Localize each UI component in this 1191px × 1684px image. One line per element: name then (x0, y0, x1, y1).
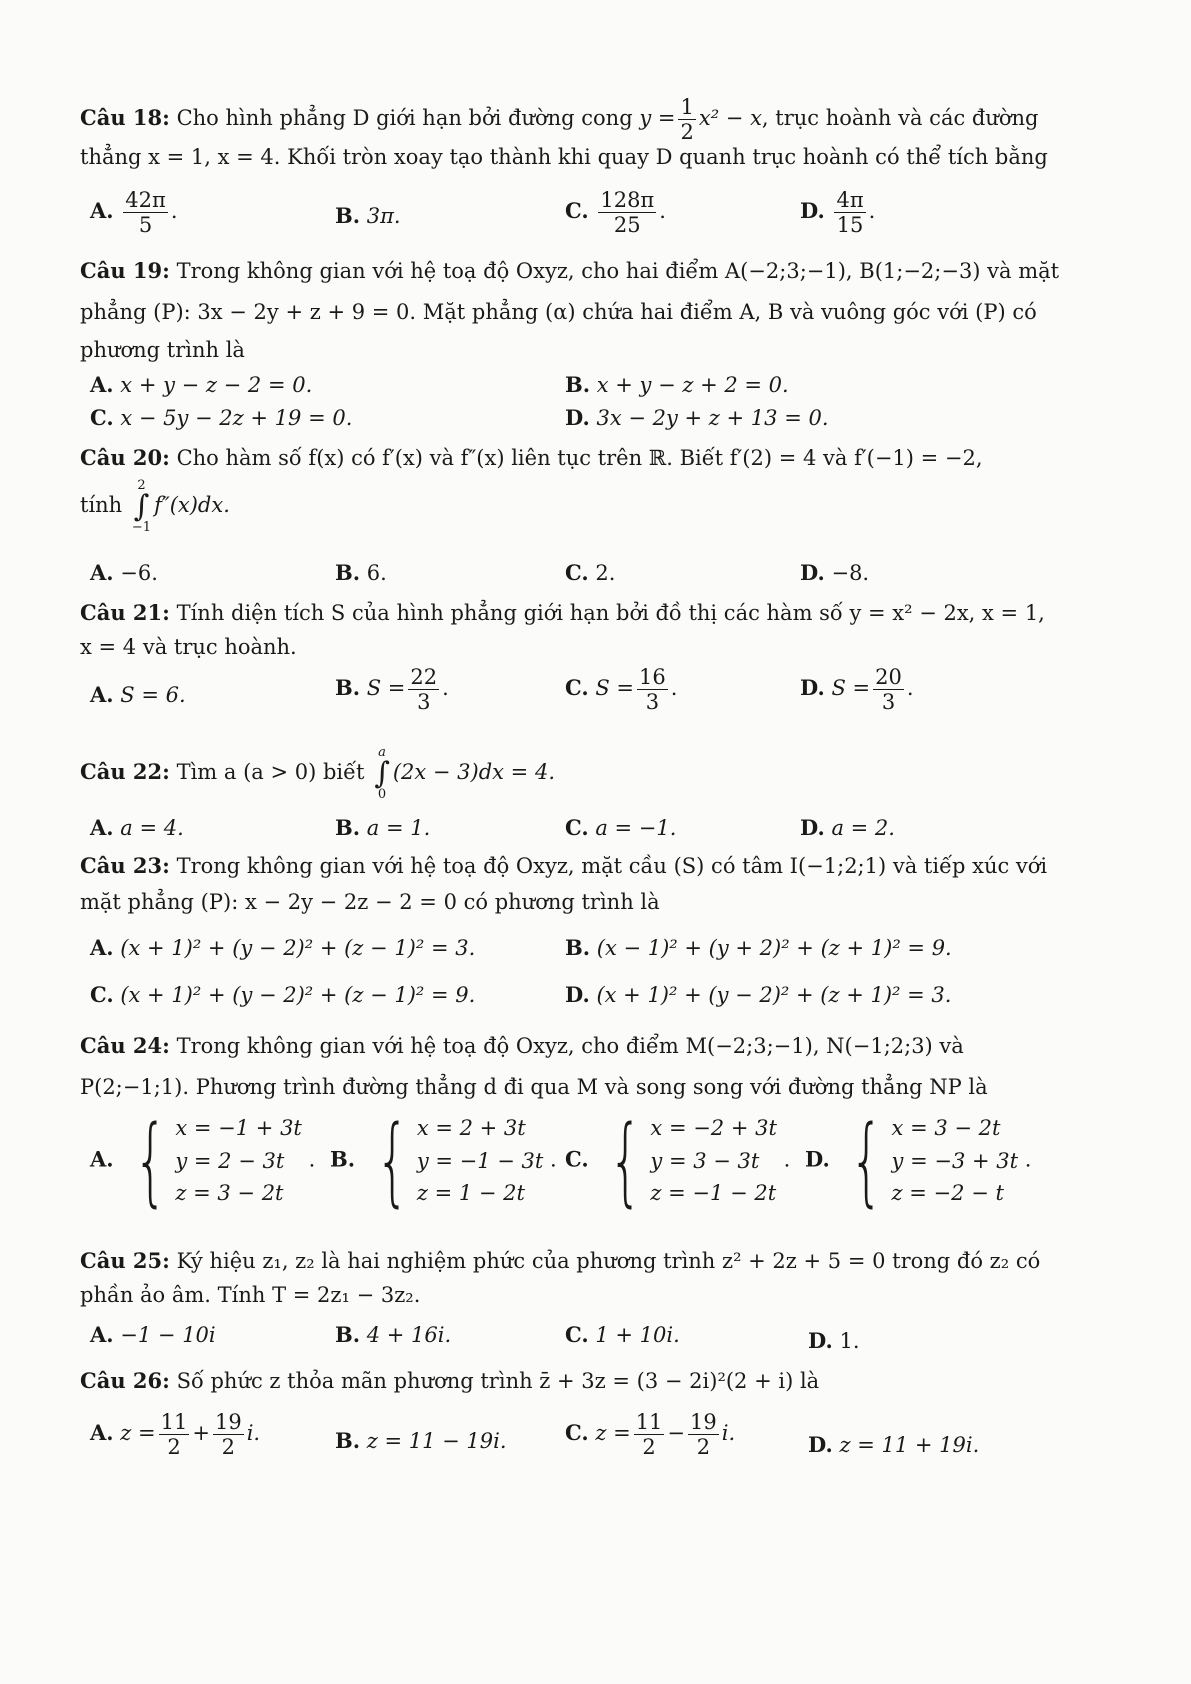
q19-line1 (80, 258, 1059, 283)
q26-number: Câu 26: (80, 1368, 170, 1393)
q19-option-b: B. x + y − z + 2 = 0. (565, 372, 789, 397)
q25-option-d: D. 1. (808, 1328, 860, 1353)
q19-option-d: D. 3x − 2y + z + 13 = 0. (565, 405, 829, 430)
q22-option-a: A. a = 4. (90, 815, 184, 840)
q22-option-d: D. a = 2. (800, 815, 895, 840)
q24-number: Câu 24: (80, 1033, 170, 1058)
q19-number: Câu 19: (80, 258, 170, 283)
q23-line2: mặt phẳng (P): x − 2y − 2z − 2 = 0 có phương trình là (80, 890, 660, 914)
q20-line2: tính 2 ∫ −1 f″(x)dx. (80, 478, 230, 535)
q25-number: Câu 25: (80, 1248, 170, 1273)
q19-line2: phẳng (P): 3x − 2y + z + 9 = 0. Mặt phẳng (α) chứa hai điểm A, B và vuông góc với (P) có (80, 300, 1037, 324)
q18-number: Câu 18: (80, 105, 170, 131)
q23-option-b: B. (x − 1)² + (y + 2)² + (z + 1)² = 9. (565, 935, 952, 960)
q20-text1: Cho hàm số f(x) có f′(x) và f″(x) liên tục trên ℝ. Biết f′(2) = 4 và f′(−1) = −2, (176, 446, 983, 470)
q18-fraction: $\frac{1}{2}$ (680, 95, 694, 145)
q25-option-b: B. 4 + 16i. (335, 1322, 452, 1347)
q21-option-b: B. S = $\frac{22}{3}$ . (335, 665, 449, 715)
q26-option-d: D. z = 11 + 19i. (808, 1432, 980, 1457)
q26-line1 (80, 1368, 819, 1393)
q22-option-c: C. a = −1. (565, 815, 677, 840)
q26-option-c: C. z = $\frac{11}{2}$ − $\frac{19}{2}$ i. (565, 1410, 736, 1460)
q20-line1 (80, 445, 983, 470)
q18-text2: , trục hoành và các đường (761, 106, 1039, 131)
q18-eq-rhs: x² − x (698, 106, 762, 131)
q21-line1 (80, 600, 1045, 625)
q24-option-d: D. { x = 3 − 2t y = −3 + 3t z = −2 − t . (805, 1104, 1032, 1217)
q20-option-a: A. −6. (90, 560, 158, 585)
q23-text1: Trong không gian với hệ toạ độ Oxyz, mặt cầu (S) có tâm I(−1;2;1) và tiếp xúc với (176, 854, 1048, 878)
q21-option-d: D. S = $\frac{20}{3}$ . (800, 665, 914, 715)
q23-option-d: D. (x + 1)² + (y − 2)² + (z + 1)² = 3. (565, 982, 952, 1007)
q21-line2: x = 4 và trục hoành. (80, 635, 297, 659)
q18-option-a: A. $\frac{42\pi}{5}$ . (90, 188, 178, 238)
q20-integral-sign: 2 ∫ −1 (131, 478, 152, 535)
q24-line2: P(2;−1;1). Phương trình đường thẳng d đi qua M và song song với đường thẳng NP là (80, 1075, 988, 1099)
q26-text1: Số phức z thỏa mãn phương trình z̄ + 3z = (3 − 2i)²(2 + i) là (176, 1369, 820, 1393)
q24-line1 (80, 1033, 964, 1058)
q18-text1: Cho hình phẳng D giới hạn bởi đường cong (176, 106, 633, 131)
q22-number: Câu 22: (80, 759, 170, 784)
q20-number: Câu 20: (80, 445, 170, 470)
q19-option-a: A. x + y − z − 2 = 0. (90, 372, 313, 397)
q24-option-a: A. { x = −1 + 3t y = 2 − 3t z = 3 − 2t . (90, 1104, 316, 1217)
q18-eq-lhs: y = (639, 106, 676, 131)
q18-option-b: B. 3π. (335, 203, 401, 228)
q26-option-a: A. z = $\frac{11}{2}$ + $\frac{19}{2}$ i. (90, 1410, 261, 1460)
q19-text1: Trong không gian với hệ toạ độ Oxyz, cho hai điểm A(−2;3;−1), B(1;−2;−3) và mặt (176, 259, 1060, 283)
q25-option-c: C. 1 + 10i. (565, 1322, 680, 1347)
q21-number: Câu 21: (80, 600, 170, 625)
q25-line1 (80, 1248, 1040, 1273)
q24-option-c: C. { x = −2 + 3t y = 3 − 3t z = −1 − 2t . (565, 1104, 791, 1217)
q21-option-c: C. S = $\frac{16}{3}$ . (565, 665, 678, 715)
q23-option-a: A. (x + 1)² + (y − 2)² + (z − 1)² = 3. (90, 935, 476, 960)
q26-option-b: B. z = 11 − 19i. (335, 1428, 507, 1453)
q18-line1 (80, 95, 1038, 144)
q19-line3: phương trình là (80, 338, 245, 362)
q23-line1 (80, 853, 1047, 878)
q18-line2: thẳng x = 1, x = 4. Khối tròn xoay tạo thành khi quay D quanh trục hoành có thể tích bằng (80, 145, 1048, 169)
q21-text1: Tính diện tích S của hình phẳng giới hạn bởi đồ thị các hàm số y = x² − 2x, x = 1, (176, 601, 1045, 625)
q21-option-a: A. S = 6. (90, 682, 186, 707)
q20-option-d: D. −8. (800, 560, 870, 585)
q19-option-c: C. x − 5y − 2z + 19 = 0. (90, 405, 353, 430)
q18-option-c: C. $\frac{128\pi}{25}$ . (565, 188, 666, 238)
q22-line1: Câu 22: Tìm a (a > 0) biết a ∫ 0 (2x − 3)dx = 4. (80, 745, 555, 802)
q22-option-b: B. a = 1. (335, 815, 431, 840)
q25-line2: phần ảo âm. Tính T = 2z₁ − 3z₂. (80, 1283, 421, 1307)
q23-option-c: C. (x + 1)² + (y − 2)² + (z − 1)² = 9. (90, 982, 476, 1007)
q20-option-b: B. 6. (335, 560, 387, 585)
q22-integral-sign: a ∫ 0 (374, 745, 390, 802)
q25-option-a: A. −1 − 10i (90, 1322, 216, 1347)
q25-text1: Ký hiệu z₁, z₂ là hai nghiệm phức của phương trình z² + 2z + 5 = 0 trong đó z₂ có (176, 1249, 1041, 1273)
q24-text1: Trong không gian với hệ toạ độ Oxyz, cho điểm M(−2;3;−1), N(−1;2;3) và (176, 1034, 964, 1058)
q20-option-c: C. 2. (565, 560, 616, 585)
q18-option-d: D. $\frac{4\pi}{15}$ . (800, 188, 876, 238)
q23-number: Câu 23: (80, 853, 170, 878)
q24-option-b: B. { x = 2 + 3t y = −1 − 3t z = 1 − 2t . (330, 1104, 557, 1217)
